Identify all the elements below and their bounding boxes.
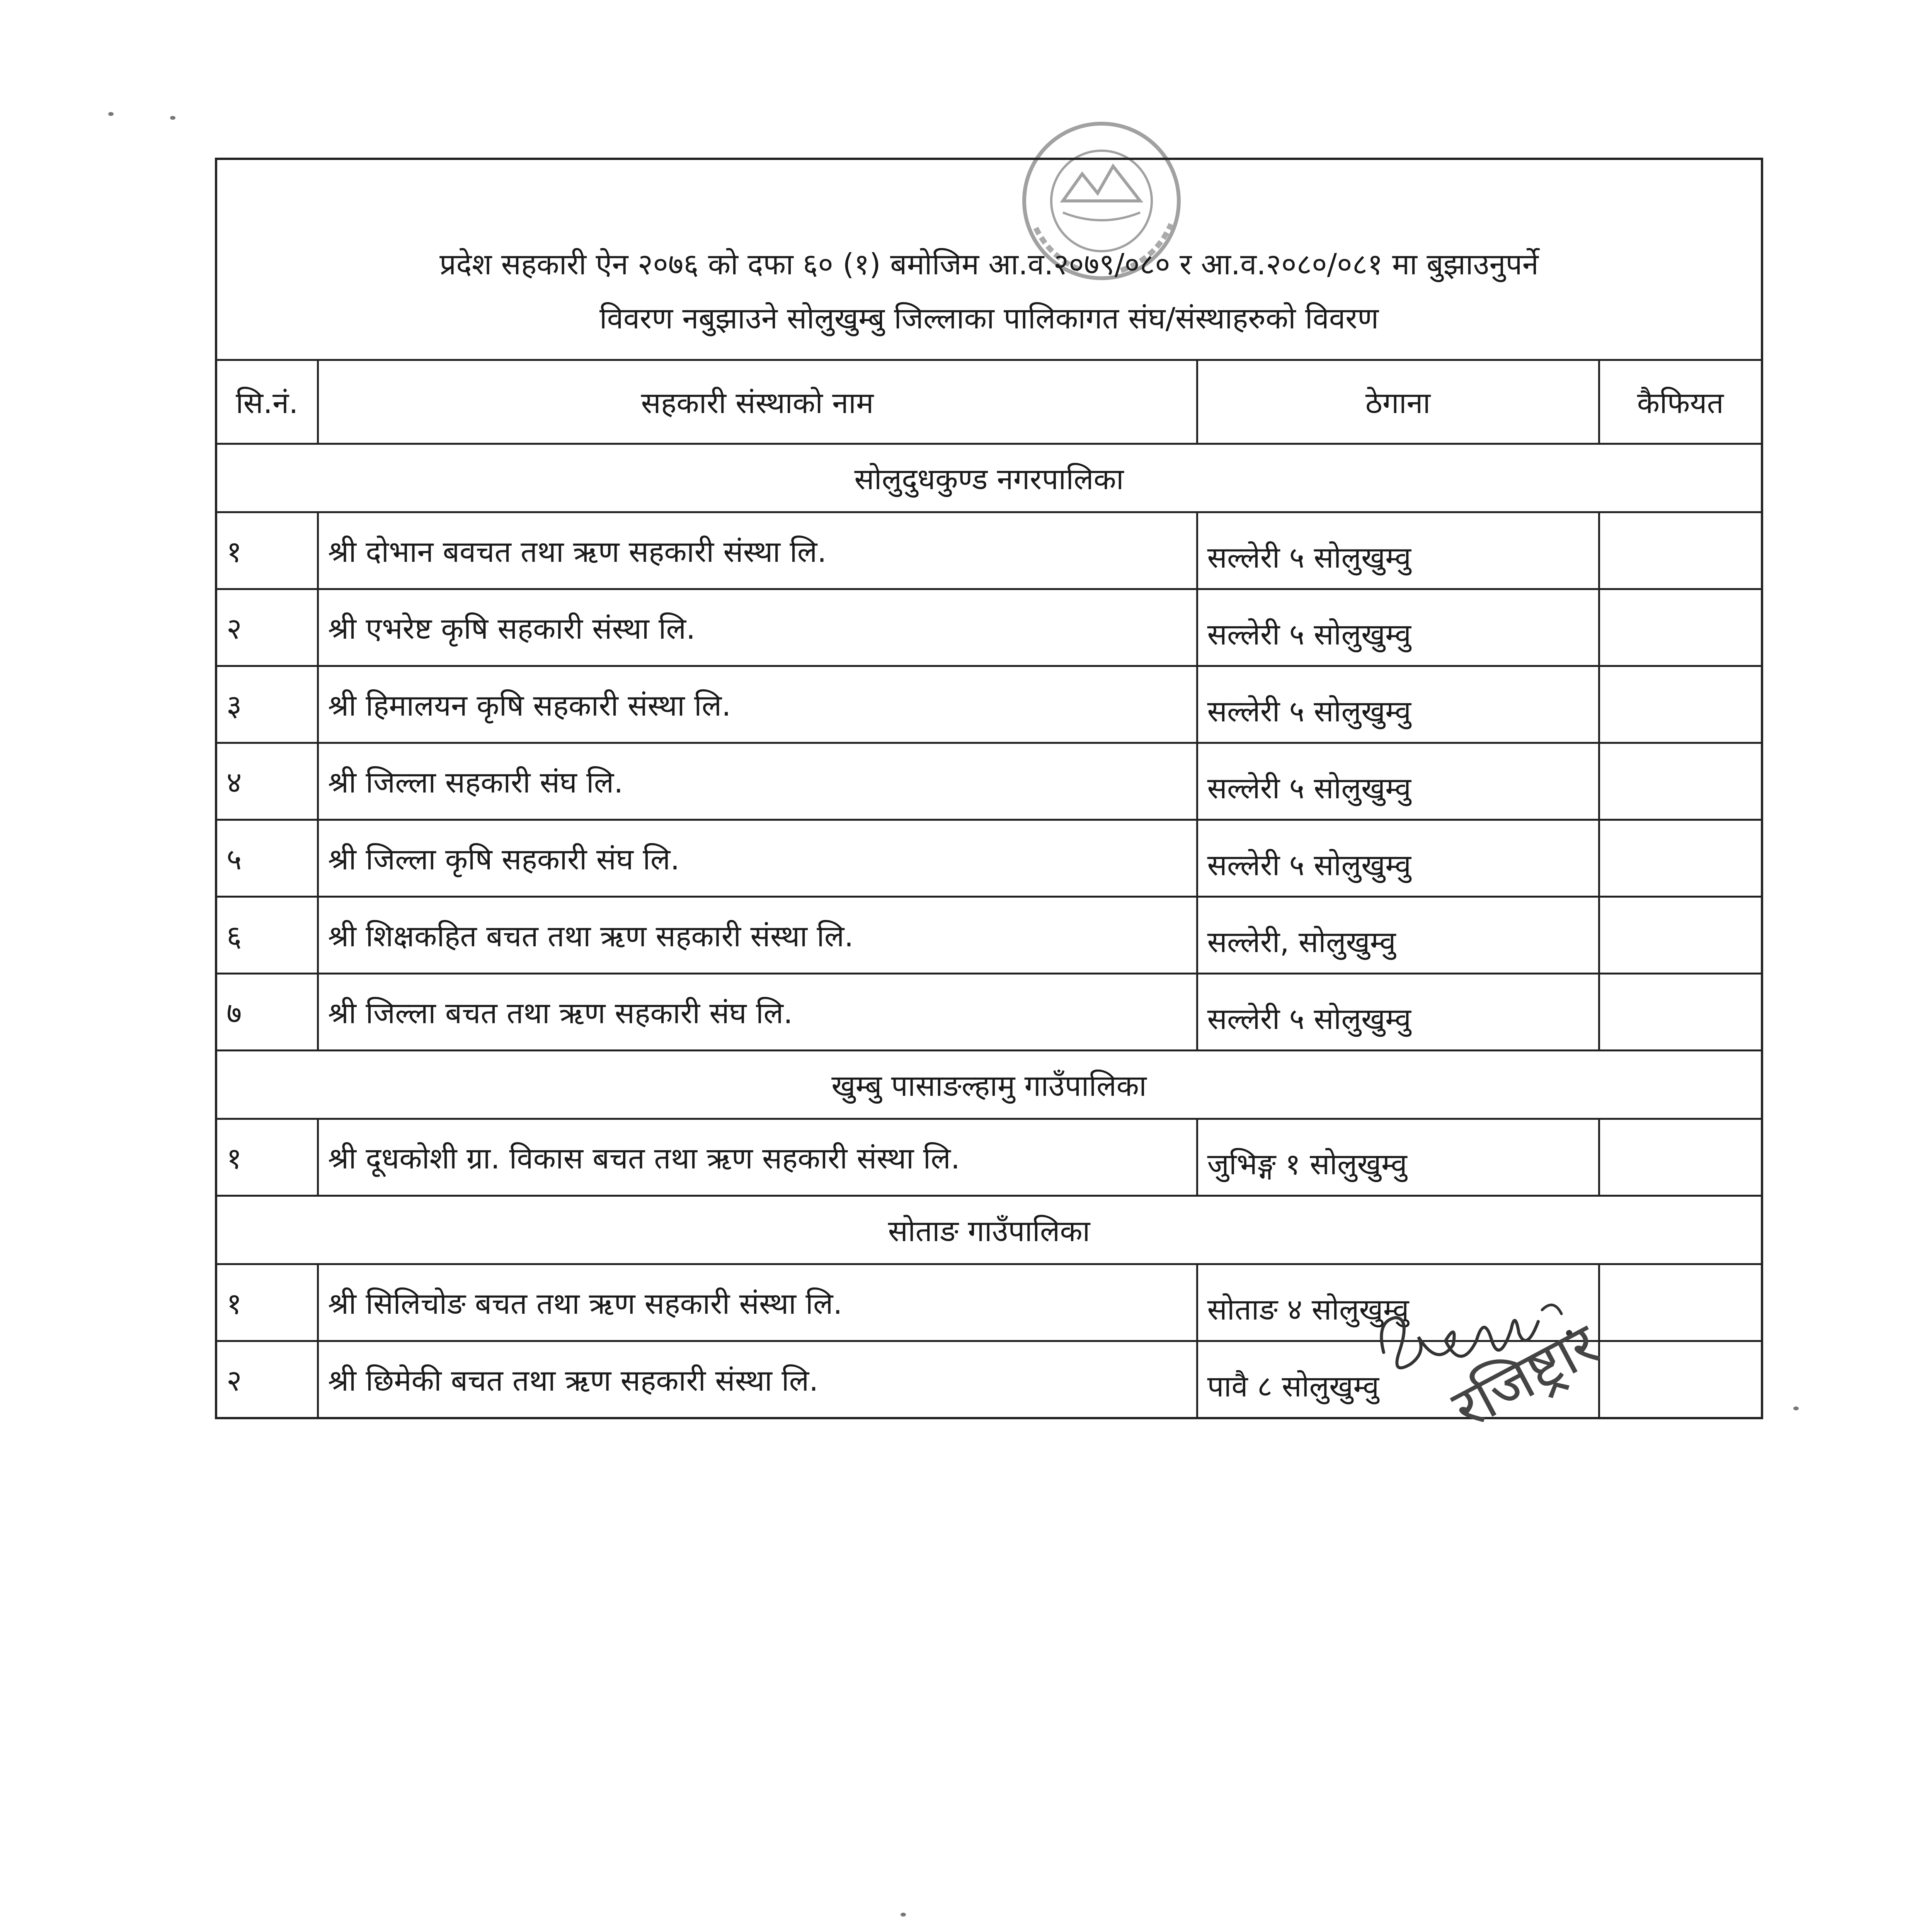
cell-name: श्री हिमालयन कृषि सहकारी संस्था लि. — [318, 666, 1197, 743]
cell-remarks — [1599, 743, 1761, 820]
section-row — [217, 1051, 1761, 1119]
cell-sn: १ — [217, 1264, 318, 1341]
table-row — [217, 589, 1761, 666]
table-row — [217, 974, 1761, 1051]
cell-remarks — [1599, 1119, 1761, 1196]
table-row — [217, 666, 1761, 743]
cell-address: सल्लेरी ५ सोलुखुम्वु — [1197, 974, 1599, 1051]
cell-name: श्री सिलिचोङ बचत तथा ऋण सहकारी संस्था लि. — [318, 1264, 1197, 1341]
table-row — [217, 820, 1761, 897]
cell-name: श्री शिक्षकहित बचत तथा ऋण सहकारी संस्था लि. — [318, 897, 1197, 974]
cell-sn: ६ — [217, 897, 318, 974]
section-row — [217, 1196, 1761, 1264]
table-header-row — [217, 361, 1761, 444]
cell-name: श्री जिल्ला बचत तथा ऋण सहकारी संघ लि. — [318, 974, 1197, 1051]
cell-address: सल्लेरी ५ सोलुखुम्वु — [1197, 512, 1599, 589]
cell-sn: २ — [217, 1341, 318, 1417]
signatory-title: रजिष्ट्रार — [1442, 1310, 1610, 1443]
cell-remarks — [1599, 820, 1761, 897]
cell-address: जुभिङ्ग १ सोलुखुम्वु — [1197, 1119, 1599, 1196]
cell-sn: ५ — [217, 820, 318, 897]
cell-remarks — [1599, 897, 1761, 974]
cell-remarks — [1599, 666, 1761, 743]
table-row — [217, 743, 1761, 820]
header-sn: सि.नं. — [217, 361, 318, 444]
cell-address: सल्लेरी ५ सोलुखुम्वु — [1197, 666, 1599, 743]
cell-name: श्री छिमेकी बचत तथा ऋण सहकारी संस्था लि. — [318, 1341, 1197, 1417]
header-remarks: कैफियत — [1599, 361, 1761, 444]
cell-sn: ४ — [217, 743, 318, 820]
cell-address: सल्लेरी ५ सोलुखुम्वु — [1197, 820, 1599, 897]
section-title: सोताङ गाउँपालिका — [217, 1196, 1761, 1264]
document-title — [217, 160, 1761, 361]
cell-name: श्री दूधकोशी ग्रा. विकास बचत तथा ऋण सहकारी संस्था लि. — [318, 1119, 1197, 1196]
cell-remarks — [1599, 974, 1761, 1051]
scan-speck — [170, 116, 175, 120]
cell-name: श्री दोभान बवचत तथा ऋण सहकारी संस्था लि. — [318, 512, 1197, 589]
cell-name: श्री एभरेष्ट कृषि सहकारी संस्था लि. — [318, 589, 1197, 666]
cell-address: सल्लेरी ५ सोलुखुम्वु — [1197, 743, 1599, 820]
cell-sn: १ — [217, 512, 318, 589]
cooperatives-table — [217, 361, 1761, 1417]
scan-speck — [901, 1913, 906, 1917]
cell-address: सल्लेरी ५ सोलुखुम्वु — [1197, 589, 1599, 666]
title-line-2: विवरण नबुझाउने सोलुखुम्बु जिल्लाका पालिकागत संघ/संस्थाहरुको विवरण — [599, 301, 1379, 335]
section-title: सोलुदुधकुण्ड नगरपालिका — [217, 444, 1761, 512]
cell-sn: २ — [217, 589, 318, 666]
cell-remarks — [1599, 512, 1761, 589]
cell-address: सोताङ ४ सोलुखुम्वु — [1197, 1264, 1599, 1341]
title-line-1: प्रदेश सहकारी ऐन २०७६ को दफा ६० (१) बमोजिम आ.व.२०७९/०८० र आ.व.२०८०/०८१ मा बुझाउनुपर्ने — [439, 247, 1539, 281]
scan-speck — [108, 112, 114, 116]
cell-name: श्री जिल्ला सहकारी संघ लि. — [318, 743, 1197, 820]
table-row — [217, 512, 1761, 589]
table-row — [217, 897, 1761, 974]
scan-speck — [1793, 1406, 1799, 1410]
cell-sn: १ — [217, 1119, 318, 1196]
section-row — [217, 444, 1761, 512]
cell-sn: ३ — [217, 666, 318, 743]
cell-name: श्री जिल्ला कृषि सहकारी संघ लि. — [318, 820, 1197, 897]
cell-sn: ७ — [217, 974, 318, 1051]
section-title: खुम्बु पासाङल्हामु गाउँपालिका — [217, 1051, 1761, 1119]
header-address: ठेगाना — [1197, 361, 1599, 444]
cell-remarks — [1599, 589, 1761, 666]
cell-address: सल्लेरी, सोलुखुम्वु — [1197, 897, 1599, 974]
table-row — [217, 1119, 1761, 1196]
document-frame — [215, 158, 1763, 1419]
cell-address: पावै ८ सोलुखुम्वु — [1197, 1341, 1599, 1417]
header-name: सहकारी संस्थाको नाम — [318, 361, 1197, 444]
